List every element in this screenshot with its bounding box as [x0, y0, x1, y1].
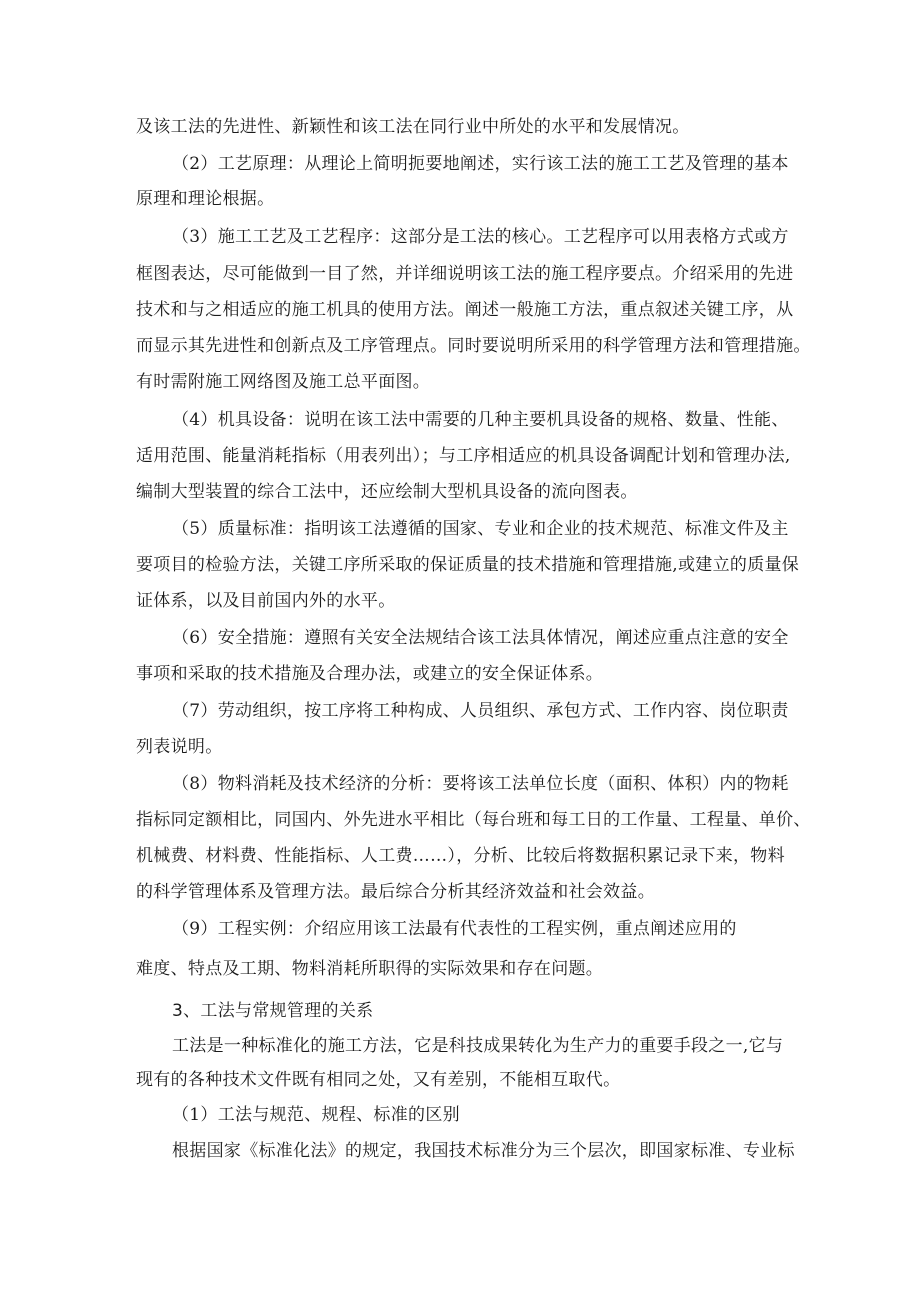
paragraph-line: 原理和理论根据。	[136, 189, 275, 209]
paragraph-line: （3）施工工艺及工艺程序：这部分是工法的核心。工艺程序可以用表格方式或方	[172, 227, 789, 247]
paragraph-line: 根据国家《标准化法》的规定，我国技术标准分为三个层次，即国家标准、专业标	[172, 1141, 795, 1161]
paragraph-line: 现有的各种技术文件既有相同之处，又有差别，不能相互取代。	[136, 1070, 621, 1090]
paragraph-line: 证体系，以及目前国内外的水平。	[136, 591, 396, 611]
paragraph-line: 有时需附施工网络图及施工总平面图。	[136, 372, 431, 392]
section-heading: 3、工法与常规管理的关系	[172, 1001, 374, 1021]
paragraph-line: 而显示其先进性和创新点及工序管理点。同时要说明所采用的科学管理方法和管理措施。	[136, 336, 811, 356]
paragraph-line: 要项目的检验方法，关键工序所采取的保证质量的技术措施和管理措施,或建立的质量保	[136, 555, 800, 575]
paragraph-line: 及该工法的先进性、新颖性和该工法在同行业中所处的水平和发展情况。	[136, 117, 690, 137]
paragraph-line: （6）安全措施：遵照有关安全法规结合该工法具体情况，阐述应重点注意的安全	[172, 628, 789, 648]
paragraph-line: （8）物料消耗及技术经济的分析：要将该工法单位长度（面积、体积）内的物耗	[172, 774, 789, 794]
paragraph-line: 编制大型装置的综合工法中，还应绘制大型机具设备的流向图表。	[136, 482, 638, 502]
paragraph-line: （7）劳动组织，按工序将工种构成、人员组织、承包方式、工作内容、岗位职责	[172, 701, 789, 721]
paragraph-line: 适用范围、能量消耗指标（用表列出）；与工序相适应的机具设备调配计划和管理办法,	[136, 446, 791, 466]
paragraph-line: 工法是一种标准化的施工方法，它是科技成果转化为生产力的重要手段之一,它与	[172, 1036, 784, 1056]
paragraph-line: （5）质量标准：指明该工法遵循的国家、专业和企业的技术规范、标准文件及主	[172, 519, 789, 539]
paragraph-line: 的科学管理体系及管理方法。最后综合分析其经济效益和社会效益。	[136, 882, 655, 902]
paragraph-line: 指标同定额相比，同国内、外先进水平相比（每台班和每工日的工作量、工程量、单价、	[136, 810, 811, 830]
paragraph-line: （4）机具设备：说明在该工法中需要的几种主要机具设备的规格、数量、性能、	[172, 410, 789, 430]
paragraph-line: 框图表达，尽可能做到一目了然，并详细说明该工法的施工程序要点。介绍采用的先进	[136, 264, 794, 284]
paragraph-line: 难度、特点及工期、物料消耗所职得的实际效果和存在问题。	[136, 959, 604, 979]
paragraph-line: 事项和采取的技术措施及合理办法，或建立的安全保证体系。	[136, 664, 604, 684]
paragraph-line: （2）工艺原理：从理论上简明扼要地阐述，实行该工法的施工工艺及管理的基本	[172, 154, 789, 174]
paragraph-line: （9）工程实例：介绍应用该工法最有代表性的工程实例，重点阐述应用的	[172, 919, 737, 939]
paragraph-line: 技术和与之相适应的施工机具的使用方法。阐述一般施工方法，重点叙述关键工序，从	[136, 300, 794, 320]
subsection-heading: （1）工法与规范、规程、标准的区别	[172, 1105, 460, 1125]
paragraph-line: 列表说明。	[136, 737, 223, 757]
paragraph-line: 机械费、材料费、性能指标、人工费……），分析、比较后将数据积累记录下来，物料	[136, 846, 785, 866]
